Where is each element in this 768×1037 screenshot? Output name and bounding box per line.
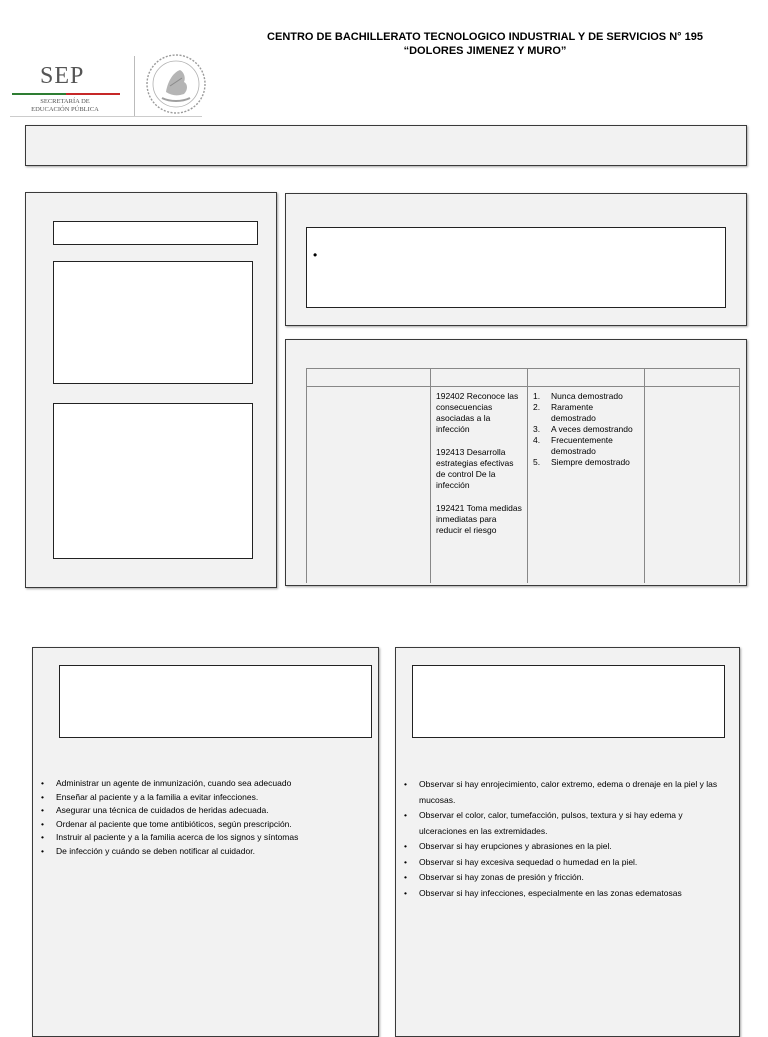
sep-color-bar-green: [12, 93, 66, 95]
scale-cell: [528, 387, 645, 584]
intervention-item: • Observar si hay zonas de presión y fricción.: [400, 870, 732, 886]
patient-data-box: [53, 261, 253, 384]
scale-label: A veces demostrando: [551, 424, 633, 434]
scale-number: 1.: [533, 391, 541, 401]
mexican-seal-icon: [144, 52, 208, 116]
indicator-item: 192413 Desarrolla estrategias efectivas de control De la infección: [436, 447, 514, 490]
logo-divider: [134, 56, 135, 116]
scale-item: [533, 435, 639, 457]
scale-number: 3.: [533, 424, 541, 434]
diagnosis-panel: [285, 193, 747, 326]
header-cell-indicators: [431, 369, 528, 387]
sep-color-bar-red: [66, 93, 120, 95]
patient-label-box: [53, 221, 258, 245]
scale-number: 2.: [533, 402, 541, 412]
result-cell: [307, 387, 431, 584]
likert-scale-list: [533, 391, 639, 468]
indicator-item: 192402 Reconoce las consecuencias asociadas a la infección: [436, 391, 519, 434]
intervention-item: • Asegurar una técnica de cuidados de heridas adecuada.: [37, 804, 372, 818]
logo-underline: [10, 116, 202, 117]
interventions-panel-right: [395, 647, 740, 1037]
scale-item: [533, 424, 639, 435]
scale-label: Frecuentemente demostrado: [551, 435, 613, 456]
sep-subtitle-2: EDUCACIÓN PÚBLICA: [31, 106, 99, 113]
interventions-panel-left: [32, 647, 379, 1037]
indicators-cell: [431, 387, 528, 584]
diagnosis-bullet: •: [313, 248, 318, 262]
interventions-left-title-box: [59, 665, 372, 738]
intervention-item: • Observar si hay enrojecimiento, calor extremo, edema o drenaje en la piel y las mucosas.: [400, 777, 732, 808]
intervention-item: • Observar si hay excesiva sequedad o humedad en la piel.: [400, 855, 732, 871]
scale-number: 5.: [533, 457, 541, 467]
header-cell-score: [645, 369, 740, 387]
intervention-item: • Observar el color, calor, tumefacción, pulsos, textura y si hay edema y ulceraciones en las extremidades.: [400, 808, 732, 839]
sep-subtitle-1: SECRETARÍA DE: [40, 98, 90, 105]
scale-item: [533, 457, 639, 468]
intervention-item: • Observar si hay erupciones y abrasiones en la piel.: [400, 839, 732, 855]
intervention-item: • Enseñar al paciente y a la familia a evitar infecciones.: [37, 791, 372, 805]
header-cell-scale: [528, 369, 645, 387]
intervention-item: • Ordenar al paciente que tome antibióticos, según prescripción.: [37, 818, 372, 832]
scale-item: [533, 391, 639, 402]
scale-label: Raramente demostrado: [551, 402, 596, 423]
sep-color-bar: [12, 93, 120, 95]
interventions-right-list: [400, 777, 732, 901]
sep-logo: [10, 55, 130, 117]
scale-label: Siempre demostrado: [551, 457, 630, 467]
intervention-item: • De infección y cuándo se deben notificar al cuidador.: [37, 845, 372, 859]
school-name-line2: “DOLORES JIMENEZ Y MURO”: [403, 45, 567, 57]
scale-number: 4.: [533, 435, 541, 445]
diagnosis-box: [306, 227, 726, 308]
outcomes-panel: [285, 339, 747, 586]
title-box: [25, 125, 747, 166]
score-cell: [645, 387, 740, 584]
intervention-item: • Observar si hay infecciones, especialmente en las zonas edematosas: [400, 886, 732, 902]
school-name-line1: CENTRO DE BACHILLERATO TECNOLOGICO INDUSTRIAL Y DE SERVICIOS N° 195: [267, 31, 703, 43]
patient-panel: [25, 192, 277, 588]
interventions-right-title-box: [412, 665, 725, 738]
outcomes-table-header: [307, 369, 740, 387]
interventions-left-list: [37, 777, 372, 858]
patient-notes-box: [53, 403, 253, 559]
sep-acronym: SEP: [40, 63, 85, 89]
outcomes-table-row: [307, 387, 740, 584]
header-cell-result: [307, 369, 431, 387]
outcomes-table: [306, 368, 740, 583]
scale-label: Nunca demostrado: [551, 391, 623, 401]
school-name-header: [200, 30, 768, 58]
intervention-item: • Administrar un agente de inmunización, cuando sea adecuado: [37, 777, 372, 791]
intervention-item: • Instruir al paciente y a la familia acerca de los signos y síntomas: [37, 831, 372, 845]
scale-item: [533, 402, 639, 424]
indicator-item: 192421 Toma medidas inmediatas para reducir el riesgo: [436, 503, 522, 535]
